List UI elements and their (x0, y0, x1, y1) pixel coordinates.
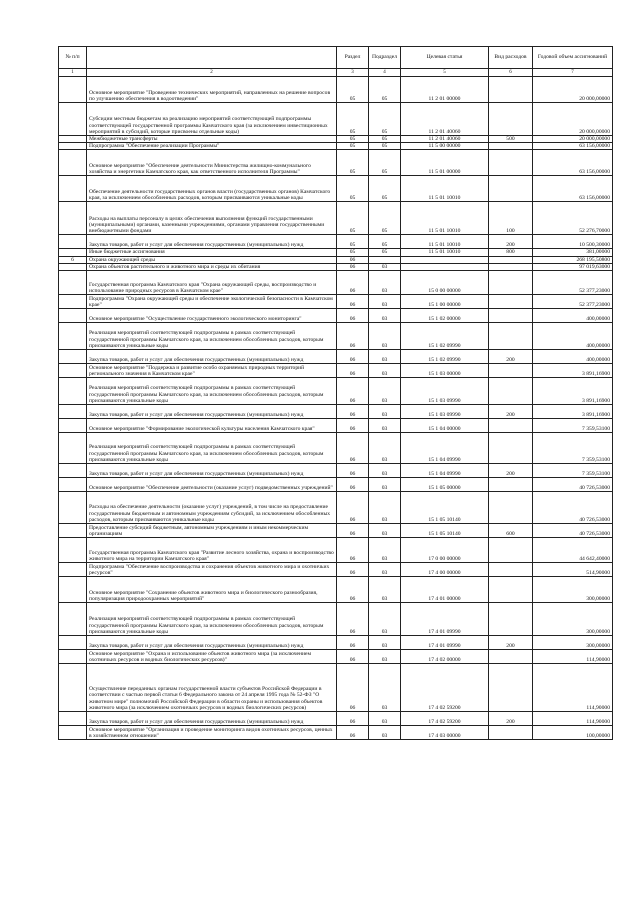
row-amount: 52 377,23000 (533, 271, 613, 295)
row-razdel: 05 (337, 202, 369, 235)
table-row (59, 136, 613, 143)
row-name: Реализация мероприятий соответствующей подпрограммы в рамках соответствующей государственной программы Камчатского края, за исключением обособленных расходов, которым присваиваются уникальные коды (87, 323, 337, 350)
row-amount: 7 359,53100 (533, 464, 613, 478)
table-row (59, 464, 613, 478)
row-podrazdel: 03 (369, 405, 401, 419)
row-target-article: 17 4 01 09990 (401, 603, 489, 636)
row-target-article: 15 0 00 00000 (401, 271, 489, 295)
row-podrazdel: 03 (369, 419, 401, 433)
header-num: № п/п (59, 47, 87, 69)
row-name: Реализация мероприятий соответствующей подпрограммы в рамках соответствующей государственной программы Камчатского края, за исключением обособленных расходов, которым присваиваются уникальные коды (87, 603, 337, 636)
row-amount: 7 359,53100 (533, 419, 613, 433)
row-name: Обеспечение деятельности государственных органов власти (государственных органов) Камчатского края, за исключением обособленных расходов, которым присваиваются уникальные коды (87, 176, 337, 202)
row-number (59, 563, 87, 577)
row-number (59, 378, 87, 405)
row-target-article: 15 1 03 09990 (401, 405, 489, 419)
row-target-article: 15 1 04 09990 (401, 464, 489, 478)
row-expense-type (489, 77, 533, 103)
row-target-article: 15 1 00 00000 (401, 295, 489, 309)
row-razdel: 06 (337, 664, 369, 712)
row-target-article: 17 4 02 00000 (401, 650, 489, 664)
row-razdel: 06 (337, 433, 369, 464)
row-expense-type (489, 603, 533, 636)
header-expense-type: Вид расходов (489, 47, 533, 69)
row-expense-type: 200 (489, 636, 533, 650)
row-number (59, 464, 87, 478)
row-amount: 114,90000 (533, 712, 613, 726)
row-number (59, 478, 87, 492)
row-target-article: 15 1 02 09990 (401, 350, 489, 364)
table-row (59, 103, 613, 136)
row-podrazdel: 05 (369, 249, 401, 256)
row-target-article: 17 4 01 09990 (401, 636, 489, 650)
table-row (59, 712, 613, 726)
row-target-article: 11 5 00 00000 (401, 143, 489, 150)
row-expense-type (489, 271, 533, 295)
row-number (59, 323, 87, 350)
row-target-article: 11 5 01 10010 (401, 202, 489, 235)
row-podrazdel: 03 (369, 323, 401, 350)
row-podrazdel: 03 (369, 538, 401, 563)
row-expense-type (489, 309, 533, 323)
row-razdel: 06 (337, 726, 369, 740)
row-amount: 268 195,50800 (533, 256, 613, 263)
row-expense-type (489, 103, 533, 136)
row-podrazdel: 05 (369, 235, 401, 249)
row-expense-type (489, 419, 533, 433)
row-razdel: 06 (337, 563, 369, 577)
row-target-article: 15 1 03 00000 (401, 364, 489, 378)
row-amount: 40 726,53000 (533, 492, 613, 524)
row-podrazdel: 03 (369, 263, 401, 270)
row-razdel: 05 (337, 136, 369, 143)
row-amount: 20 000,00000 (533, 136, 613, 143)
header-annual-amount: Годовой объем ассигнований (533, 47, 613, 69)
table-row (59, 577, 613, 603)
row-number (59, 103, 87, 136)
table-row (59, 323, 613, 350)
row-expense-type (489, 577, 533, 603)
row-target-article: 11 5 01 10010 (401, 249, 489, 256)
row-expense-type: 500 (489, 136, 533, 143)
row-razdel: 06 (337, 256, 369, 263)
row-number: 6 (59, 256, 87, 263)
table-row (59, 433, 613, 464)
row-podrazdel: 05 (369, 136, 401, 143)
row-name: Закупка товаров, работ и услуг для обеспечения государственных (муниципальных) нужд (87, 235, 337, 249)
row-expense-type (489, 664, 533, 712)
row-amount: 40 726,53000 (533, 478, 613, 492)
row-name: Государственная программа Камчатского края "Охрана окружающей среды, воспроизводство и использование природных ресурсов в Камчатском крае" (87, 271, 337, 295)
row-name: Закупка товаров, работ и услуг для обеспечения государственных (муниципальных) нужд (87, 350, 337, 364)
row-razdel: 06 (337, 650, 369, 664)
row-expense-type (489, 176, 533, 202)
budget-table (58, 46, 613, 740)
row-number (59, 636, 87, 650)
row-razdel: 05 (337, 150, 369, 176)
row-target-article: 15 1 05 00000 (401, 478, 489, 492)
table-row (59, 150, 613, 176)
row-number (59, 202, 87, 235)
row-amount: 44 642,40000 (533, 538, 613, 563)
row-amount: 20 000,00000 (533, 77, 613, 103)
row-number (59, 726, 87, 740)
row-razdel: 05 (337, 235, 369, 249)
row-amount: 514,90000 (533, 563, 613, 577)
row-expense-type: 200 (489, 712, 533, 726)
row-number (59, 136, 87, 143)
table-row (59, 263, 613, 270)
column-number: 4 (369, 69, 401, 77)
column-number: 5 (401, 69, 489, 77)
row-target-article: 17 4 02 59200 (401, 712, 489, 726)
row-target-article: 15 1 02 00000 (401, 309, 489, 323)
row-number (59, 271, 87, 295)
table-row (59, 143, 613, 150)
table-row (59, 603, 613, 636)
table-row (59, 726, 613, 740)
table-row (59, 636, 613, 650)
row-razdel: 06 (337, 524, 369, 538)
row-amount: 40 726,53000 (533, 524, 613, 538)
row-name: Расходы на выплаты персоналу в целях обеспечения выполнения функций государственными (муниципальными) органами, казенными учреждениями, органами управления государственными внебюджетными фондами (87, 202, 337, 235)
table-row (59, 309, 613, 323)
row-number (59, 309, 87, 323)
row-target-article: 17 4 02 59200 (401, 664, 489, 712)
row-razdel: 06 (337, 378, 369, 405)
table-row (59, 77, 613, 103)
row-number (59, 295, 87, 309)
row-expense-type (489, 726, 533, 740)
row-target-article: 15 1 04 00000 (401, 419, 489, 433)
row-razdel: 06 (337, 295, 369, 309)
row-amount: 63 156,00000 (533, 143, 613, 150)
row-podrazdel: 03 (369, 433, 401, 464)
row-expense-type: 800 (489, 249, 533, 256)
row-podrazdel: 03 (369, 478, 401, 492)
row-podrazdel: 03 (369, 464, 401, 478)
row-amount: 114,90000 (533, 650, 613, 664)
row-name: Межбюджетные трансферты (87, 136, 337, 143)
row-number (59, 577, 87, 603)
row-razdel: 06 (337, 478, 369, 492)
table-header-row (59, 47, 613, 69)
table-row (59, 650, 613, 664)
row-name: Основное мероприятие "Поддержка и развитие особо охраняемых природных территорий регионального значения в Камчатском крае" (87, 364, 337, 378)
row-target-article: 15 1 03 09990 (401, 378, 489, 405)
row-name: Охрана объектов растительного и животного мира и среды их обитания (87, 263, 337, 270)
column-number: 1 (59, 69, 87, 77)
row-amount: 400,00000 (533, 309, 613, 323)
row-razdel: 06 (337, 323, 369, 350)
row-target-article (401, 256, 489, 263)
row-amount: 3 891,16900 (533, 405, 613, 419)
column-number: 7 (533, 69, 613, 77)
row-number (59, 433, 87, 464)
row-expense-type: 100 (489, 202, 533, 235)
table-row (59, 249, 613, 256)
table-row (59, 419, 613, 433)
table-row (59, 664, 613, 712)
row-expense-type: 200 (489, 350, 533, 364)
table-row (59, 176, 613, 202)
row-amount: 63 156,00000 (533, 176, 613, 202)
table-row (59, 492, 613, 524)
row-name: Иные бюджетные ассигнования (87, 249, 337, 256)
row-razdel: 06 (337, 271, 369, 295)
row-podrazdel: 03 (369, 563, 401, 577)
row-name: Реализация мероприятий соответствующей подпрограммы в рамках соответствующей государственной программы Камчатского края, за исключением обособленных расходов, которым присваиваются уникальные коды (87, 433, 337, 464)
row-amount: 400,00000 (533, 350, 613, 364)
row-razdel: 06 (337, 309, 369, 323)
row-number (59, 150, 87, 176)
row-expense-type: 200 (489, 235, 533, 249)
table-row (59, 524, 613, 538)
row-razdel: 05 (337, 249, 369, 256)
row-razdel: 06 (337, 603, 369, 636)
row-name: Расходы на обеспечение деятельности (оказание услуг) учреждений, в том числе на предоставление государственным бюджетным и автономным учреждениям субсидий, за исключением обособленных расходов, которым присваиваются уникальные коды (87, 492, 337, 524)
row-target-article: 11 5 01 10010 (401, 176, 489, 202)
table-row (59, 271, 613, 295)
row-number (59, 77, 87, 103)
row-name: Реализация мероприятий соответствующей подпрограммы в рамках соответствующей государственной программы Камчатского края, за исключением обособленных расходов, которым присваиваются уникальные коды (87, 378, 337, 405)
row-number (59, 538, 87, 563)
table-row (59, 256, 613, 263)
row-razdel: 05 (337, 176, 369, 202)
row-razdel: 06 (337, 263, 369, 270)
row-podrazdel: 03 (369, 492, 401, 524)
table-row (59, 350, 613, 364)
row-number (59, 364, 87, 378)
row-amount: 300,00000 (533, 603, 613, 636)
row-number (59, 603, 87, 636)
row-expense-type (489, 256, 533, 263)
row-podrazdel: 03 (369, 664, 401, 712)
row-amount: 3 891,16900 (533, 378, 613, 405)
table-row (59, 364, 613, 378)
row-target-article: 11 2 01 00000 (401, 77, 489, 103)
table-row (59, 478, 613, 492)
row-name: Предоставление субсидий бюджетным, автономным учреждениям и иным некоммерческим организациям (87, 524, 337, 538)
row-amount: 10 500,30000 (533, 235, 613, 249)
row-name: Основное мероприятие "Обеспечение деятельности Министерства жилищно-коммунального хозяйства и энергетики Камчатского края, как ответственного исполнителя Программы" (87, 150, 337, 176)
row-amount: 114,90000 (533, 664, 613, 712)
row-target-article: 15 1 02 09990 (401, 323, 489, 350)
row-number (59, 524, 87, 538)
row-razdel: 06 (337, 492, 369, 524)
row-expense-type (489, 143, 533, 150)
row-podrazdel: 03 (369, 712, 401, 726)
row-expense-type (489, 150, 533, 176)
row-expense-type (489, 650, 533, 664)
row-number (59, 143, 87, 150)
row-target-article: 17 4 01 00000 (401, 577, 489, 603)
row-target-article: 11 2 01 40060 (401, 136, 489, 143)
table-row (59, 405, 613, 419)
column-number: 3 (337, 69, 369, 77)
row-expense-type: 600 (489, 524, 533, 538)
row-razdel: 06 (337, 419, 369, 433)
row-amount: 63 156,00000 (533, 150, 613, 176)
row-target-article: 17 4 03 00000 (401, 726, 489, 740)
table-body (59, 77, 613, 740)
table-row (59, 235, 613, 249)
header-podrazdel: Подраздел (369, 47, 401, 69)
row-name: Охрана окружающей среды (87, 256, 337, 263)
row-razdel: 06 (337, 636, 369, 650)
row-expense-type (489, 364, 533, 378)
row-target-article: 17 4 00 00000 (401, 563, 489, 577)
row-name: Осуществление переданных органам государственной власти субъектов Российской Федерации в соответствии с частью первой статьи 6 Федерального закона от 24 апреля 1995 года № 52-ФЗ "О животном мире" полномочий Российской Федерации в области охраны и использования объектов животного мира (за исключением охотничьих ресурсов и водных биологических ресурсов) (87, 664, 337, 712)
row-expense-type (489, 492, 533, 524)
row-expense-type (489, 478, 533, 492)
row-number (59, 650, 87, 664)
row-target-article: 17 0 00 00000 (401, 538, 489, 563)
column-number-row (59, 69, 613, 77)
header-name (87, 47, 337, 69)
column-number: 6 (489, 69, 533, 77)
row-name: Закупка товаров, работ и услуг для обеспечения государственных (муниципальных) нужд (87, 405, 337, 419)
row-name: Закупка товаров, работ и услуг для обеспечения государственных (муниципальных) нужд (87, 464, 337, 478)
row-razdel: 06 (337, 405, 369, 419)
row-name: Закупка товаров, работ и услуг для обеспечения государственных (муниципальных) нужд (87, 636, 337, 650)
row-name: Основное мероприятие "Организация и проведение мониторинга видов охотничьих ресурсов, ценных в хозяйственном отношении" (87, 726, 337, 740)
row-name: Основное мероприятие "Охрана и использование объектов животного мира (за исключением охотничьих ресурсов и водных биологических ресурсов)" (87, 650, 337, 664)
row-podrazdel: 03 (369, 364, 401, 378)
row-podrazdel: 05 (369, 176, 401, 202)
row-number (59, 263, 87, 270)
row-razdel: 06 (337, 364, 369, 378)
table-row (59, 538, 613, 563)
row-number (59, 664, 87, 712)
row-name: Подпрограмма "Охрана окружающей среды и обеспечение экологической безопасности в Камчатском крае" (87, 295, 337, 309)
row-podrazdel: 03 (369, 603, 401, 636)
row-name: Государственная программа Камчатского края "Развитие лесного хозяйства, охрана и воспроизводство животного мира на территории Камчатского края" (87, 538, 337, 563)
row-expense-type (489, 263, 533, 270)
row-podrazdel: 03 (369, 309, 401, 323)
row-target-article: 15 1 05 10140 (401, 492, 489, 524)
row-amount: 52 276,70000 (533, 202, 613, 235)
row-amount: 52 377,23000 (533, 295, 613, 309)
row-razdel: 06 (337, 712, 369, 726)
row-amount: 20 000,00000 (533, 103, 613, 136)
row-podrazdel: 03 (369, 524, 401, 538)
row-amount: 7 359,53100 (533, 433, 613, 464)
row-target-article: 15 1 05 10140 (401, 524, 489, 538)
row-podrazdel: 03 (369, 378, 401, 405)
row-number (59, 492, 87, 524)
row-amount: 381,00000 (533, 249, 613, 256)
row-expense-type: 200 (489, 405, 533, 419)
row-number (59, 249, 87, 256)
row-podrazdel: 03 (369, 350, 401, 364)
row-razdel: 06 (337, 577, 369, 603)
row-number (59, 405, 87, 419)
row-podrazdel: 03 (369, 295, 401, 309)
row-podrazdel: 03 (369, 650, 401, 664)
row-number (59, 712, 87, 726)
row-number (59, 235, 87, 249)
row-expense-type (489, 378, 533, 405)
row-razdel: 06 (337, 464, 369, 478)
row-name: Основное мероприятие "Сохранение объектов животного мира и биологического разнообразия, популяризация природоохранных мероприятий" (87, 577, 337, 603)
row-expense-type (489, 563, 533, 577)
row-name: Субсидии местным бюджетам на реализацию мероприятий соответствующей подпрограммы соответствующей государственной программы Камчатского края (за исключением инвестиционных мероприятий в субсидий, которые присвоены отдельные коды) (87, 103, 337, 136)
row-number (59, 176, 87, 202)
row-podrazdel: 03 (369, 636, 401, 650)
row-amount: 97 019,63000 (533, 263, 613, 270)
row-target-article: 11 2 01 40060 (401, 103, 489, 136)
row-razdel: 06 (337, 350, 369, 364)
row-razdel: 05 (337, 77, 369, 103)
row-target-article: 11 5 01 00000 (401, 150, 489, 176)
row-name: Подпрограмма "Обеспечение воспроизводства и сохранения объектов животного мира и охотничьих ресурсов" (87, 563, 337, 577)
row-number (59, 419, 87, 433)
row-expense-type: 200 (489, 464, 533, 478)
row-amount: 400,00000 (533, 323, 613, 350)
row-amount: 300,00000 (533, 577, 613, 603)
row-target-article (401, 263, 489, 270)
row-amount: 3 891,16900 (533, 364, 613, 378)
row-expense-type (489, 295, 533, 309)
row-podrazdel: 05 (369, 103, 401, 136)
row-name: Основное мероприятие "Формирование экологической культуры населения Камчатского края" (87, 419, 337, 433)
row-amount: 100,00000 (533, 726, 613, 740)
table-row (59, 378, 613, 405)
row-podrazdel: 05 (369, 77, 401, 103)
header-razdel: Раздел (337, 47, 369, 69)
row-name: Основное мероприятие "Осуществление государственного экологического мониторинга" (87, 309, 337, 323)
row-expense-type (489, 433, 533, 464)
row-podrazdel: 05 (369, 150, 401, 176)
row-expense-type (489, 538, 533, 563)
table-row (59, 202, 613, 235)
row-name: Подпрограмма "Обеспечение реализации Программы" (87, 143, 337, 150)
header-target-article: Целевая статья (401, 47, 489, 69)
row-name: Закупка товаров, работ и услуг для обеспечения государственных (муниципальных) нужд (87, 712, 337, 726)
row-podrazdel: 03 (369, 271, 401, 295)
row-name: Основное мероприятие "Проведение технических мероприятий, направленных на решение вопросов по улучшению обеспечения в водоотведении" (87, 77, 337, 103)
row-podrazdel: 05 (369, 143, 401, 150)
row-podrazdel: 03 (369, 726, 401, 740)
row-name: Основное мероприятие "Обеспечение деятельности (оказание услуг) подведомственных учреждений" (87, 478, 337, 492)
table-row (59, 295, 613, 309)
row-number (59, 350, 87, 364)
column-number: 2 (87, 69, 337, 77)
row-target-article: 11 5 01 10010 (401, 235, 489, 249)
row-podrazdel: 03 (369, 577, 401, 603)
row-podrazdel (369, 256, 401, 263)
row-expense-type (489, 323, 533, 350)
row-amount: 300,00000 (533, 636, 613, 650)
row-razdel: 05 (337, 143, 369, 150)
row-podrazdel: 05 (369, 202, 401, 235)
table-row (59, 563, 613, 577)
row-target-article: 15 1 04 09990 (401, 433, 489, 464)
row-razdel: 06 (337, 538, 369, 563)
row-razdel: 05 (337, 103, 369, 136)
